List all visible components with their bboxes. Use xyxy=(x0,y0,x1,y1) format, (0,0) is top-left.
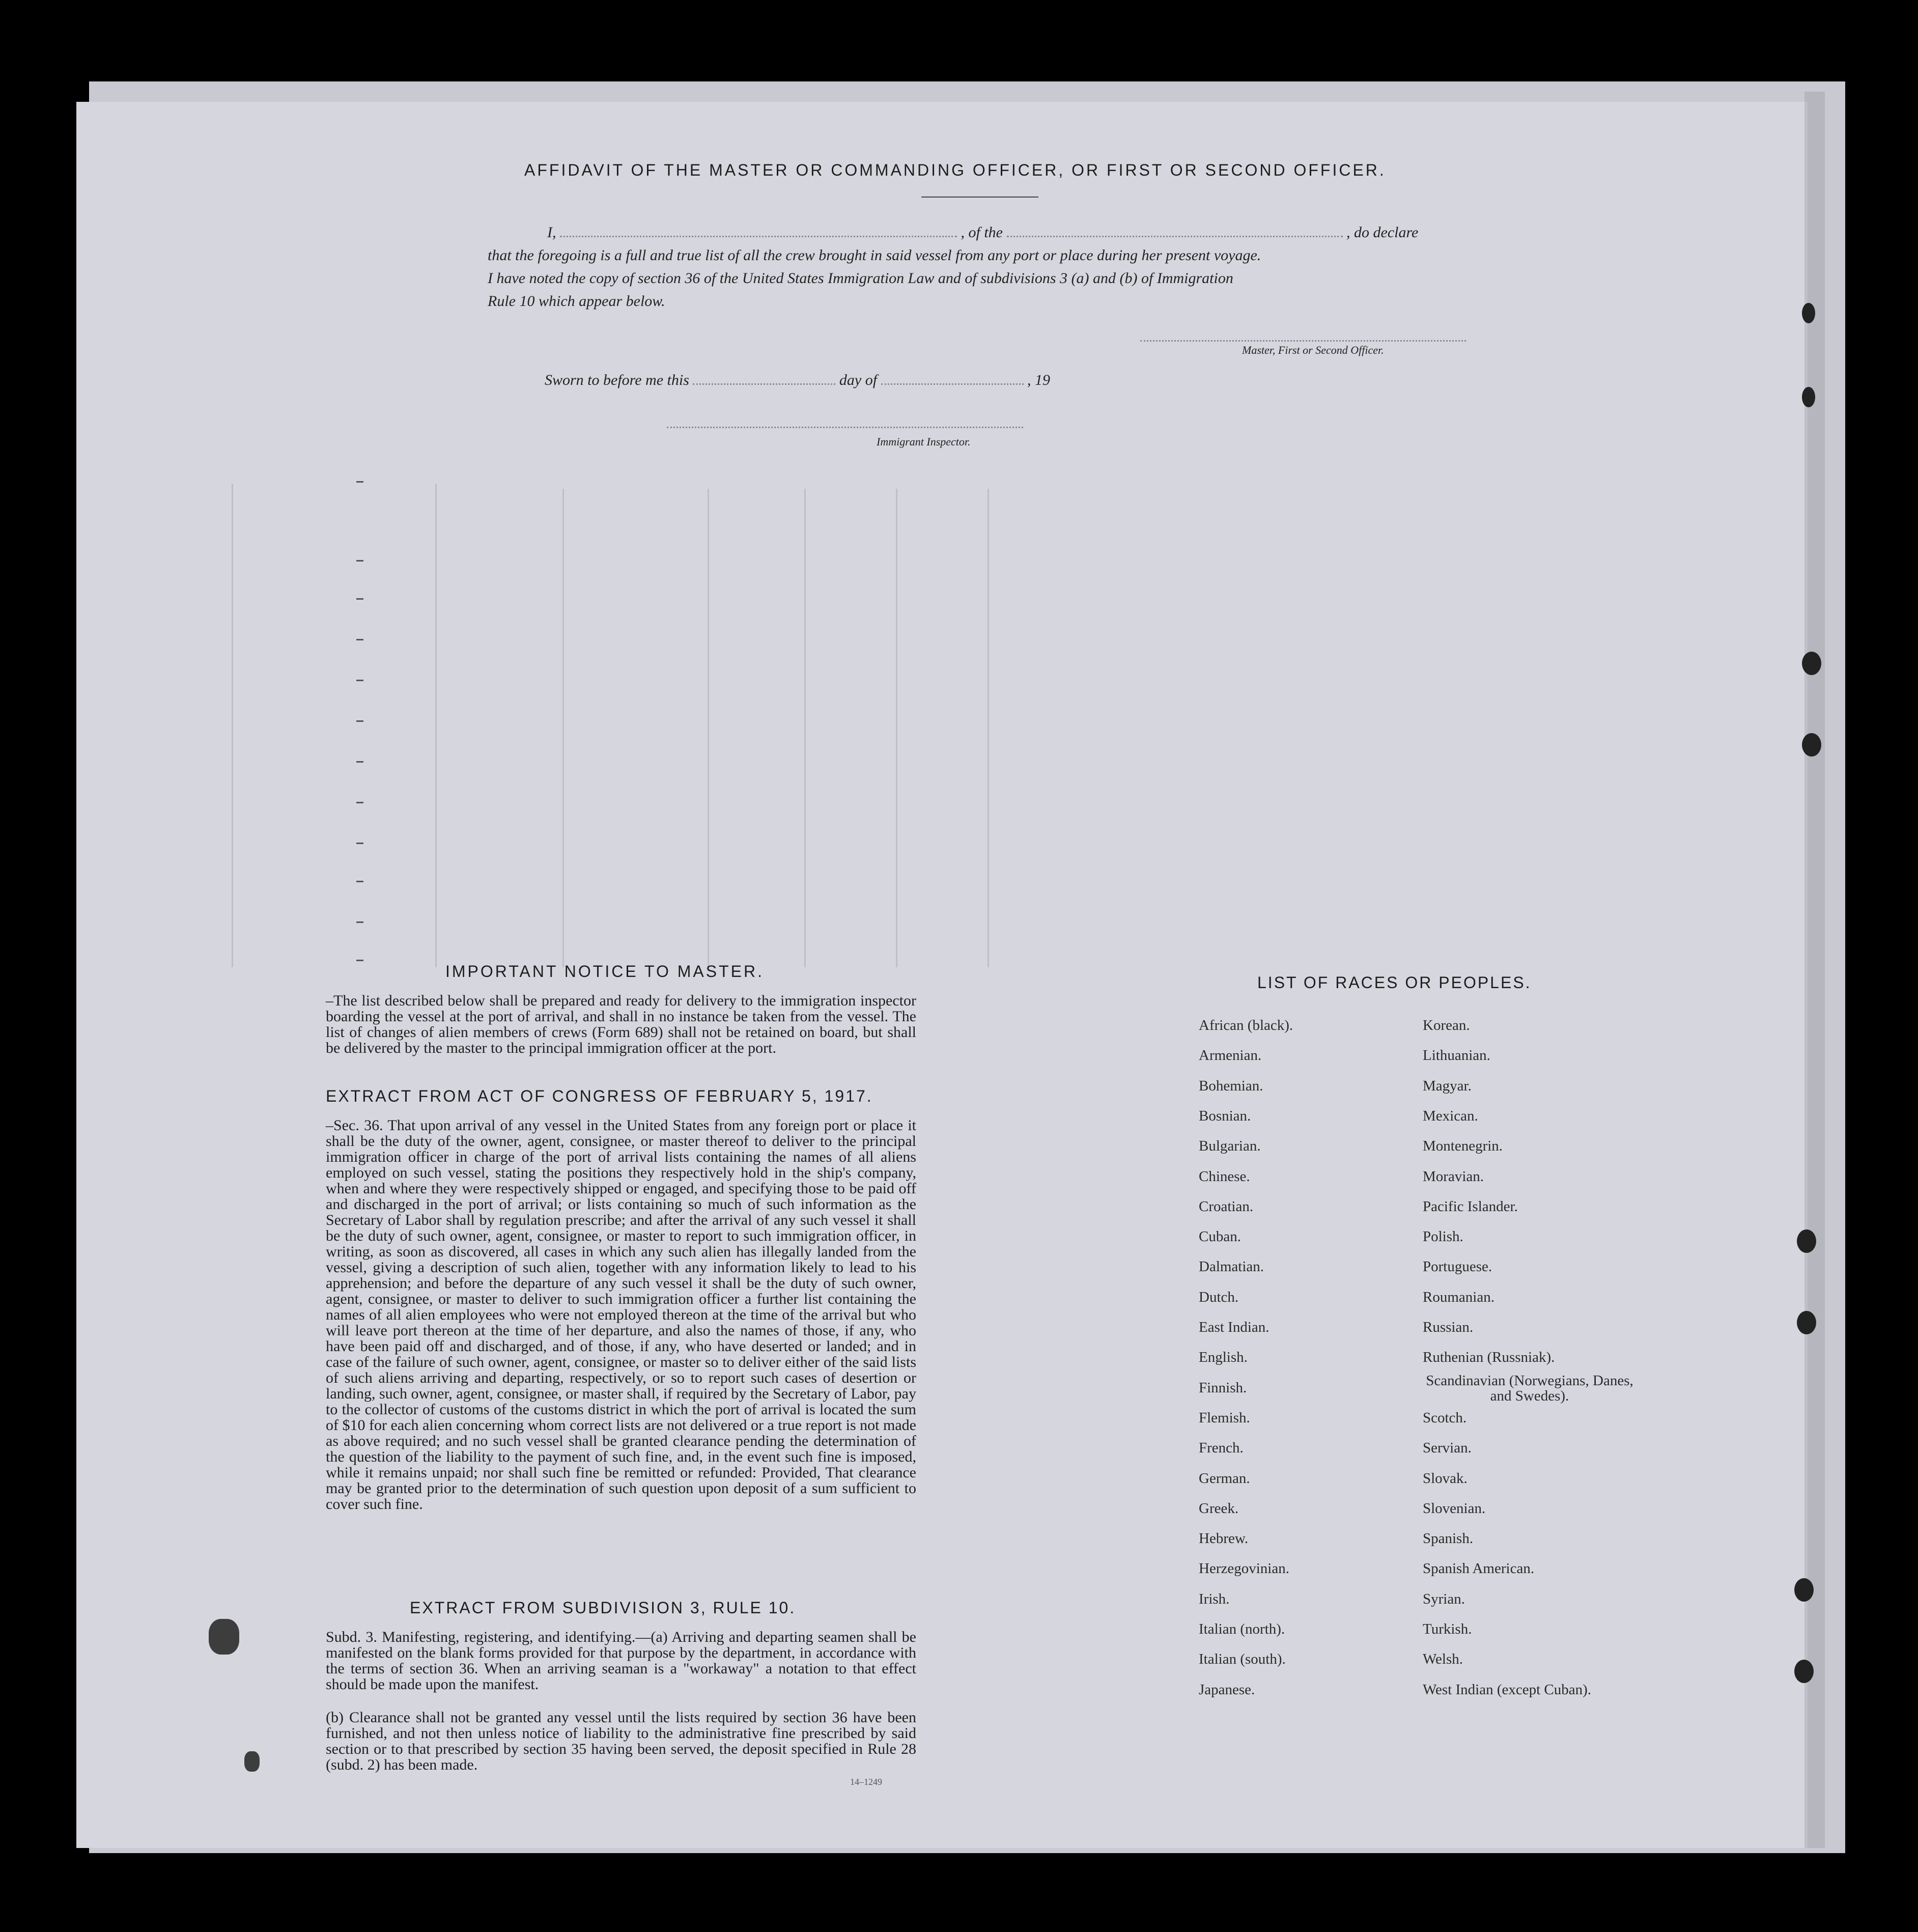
race-item: German. xyxy=(1199,1470,1250,1487)
race-item: Montenegrin. xyxy=(1423,1138,1503,1155)
inspector-label: Immigrant Inspector. xyxy=(877,435,971,448)
race-item: Irish. xyxy=(1199,1590,1230,1607)
sworn-month-field[interactable] xyxy=(881,383,1024,385)
signature-label: Master, First or Second Officer. xyxy=(1242,344,1384,356)
race-item: Japanese. xyxy=(1199,1681,1255,1698)
notice-title: IMPORTANT NOTICE TO MASTER. xyxy=(445,962,764,981)
rule-text-b: (b) Clearance shall not be granted any vessel until the lists required by section 36 have been furnished, and not then unless notice of liability to the administrative fine prescribed by said section or to that prescribed by section 35 having been served, the deposit specified in Rule 28 (subd. 2) has been made. xyxy=(326,1709,916,1773)
race-item: African (black). xyxy=(1199,1017,1293,1033)
affidavit-line2: that the foregoing is a full and true list of all the crew brought in said vessel from any port or place during her present voyage. xyxy=(488,247,1261,264)
race-item: Scandinavian (Norwegians, Danes, and Swedes). xyxy=(1426,1372,1633,1404)
race-item: Spanish. xyxy=(1423,1530,1474,1547)
margin-tick xyxy=(356,639,363,640)
punch-hole xyxy=(1802,387,1815,407)
punch-hole xyxy=(1797,1229,1816,1253)
race-item: Dalmatian. xyxy=(1199,1258,1264,1275)
margin-tick xyxy=(356,598,363,600)
bleed-through-rule xyxy=(562,489,564,967)
race-item: Pacific Islander. xyxy=(1423,1198,1518,1215)
act-text: –Sec. 36. That upon arrival of any vessel in the United States from any foreign port or place it shall be the duty of the owner, agent, consignee, or master thereof to deliver to the principal immigration officer in charge of the port of arrival lists containing the names of all aliens employed on such vessel, stating the positions they respectively hold in the ship's company, when and where they were respectively shipped or engaged, and specifying those to be paid off and discharged in the port of arrival; or lists containing so much of such information as the Secretary of Labor shall by regulation prescribe; and after the arrival of any such vessel it shall be the duty of such owner, agent, consignee, or master to report to such immigration officer, in writing, as soon as discovered, all cases in which any such alien has illegally landed from the vessel, giving a description of such alien, together with any information likely to lead to his apprehension; and before the departure of any such vessel it shall be the duty of such owner, agent, consignee, or master to deliver to such immigration officer a further list containing the names of all alien employees who were not employed thereon at the time of the arrival but who will leave port thereon at the time of her departure, and also the names of those, if any, who have been paid off and discharged, and of those, if any, who have deserted or landed; and in case of the failure of such owner, agent, consignee, or master so to deliver either of the said lists of such aliens arriving and departing, respectively, or so to report such cases of desertion or landing, such owner, agent, consignee, or master shall, if required by the Secretary of Labor, pay to the collector of customs of the customs district in which the port of arrival is located the sum of $10 for each alien concerning whom correct lists are not delivered or a true report is not made as above required; and no such vessel shall be granted clearance pending the determination of the question of the liability to the payment of such fine, and, in the event such fine is imposed, while it remains unpaid; nor shall such fine be remitted or refunded: Provided, That clearance may be granted prior to the determination of such question upon deposit of a sum sufficient to cover such fine. xyxy=(326,1117,916,1513)
race-item: Magyar. xyxy=(1423,1077,1472,1094)
race-item: East Indian. xyxy=(1199,1319,1270,1335)
margin-tick xyxy=(356,720,363,722)
ink-smudge xyxy=(244,1751,260,1772)
rule-text-a: Subd. 3. Manifesting, registering, and identifying.—(a) Arriving and departing seamen shall be manifested on the blank forms provided for that purpose by the department, in accordance with the terms of section 36. When an arriving seaman is a "workaway" a notation to that effect should be made upon the manifest. xyxy=(326,1629,916,1693)
sworn-line xyxy=(545,372,1050,389)
race-item: Croatian. xyxy=(1199,1198,1254,1215)
rule-title: EXTRACT FROM SUBDIVISION 3, RULE 10. xyxy=(410,1599,796,1617)
race-item: Finnish. xyxy=(1199,1379,1247,1396)
margin-tick xyxy=(356,921,363,923)
race-item: Armenian. xyxy=(1199,1047,1262,1064)
race-item: English. xyxy=(1199,1349,1248,1366)
race-item: Bohemian. xyxy=(1199,1077,1263,1094)
margin-tick xyxy=(356,560,363,562)
race-item: Polish. xyxy=(1423,1228,1463,1245)
race-item: Korean. xyxy=(1423,1017,1470,1033)
race-item: Spanish American. xyxy=(1423,1560,1535,1577)
year-label: , 19 xyxy=(1027,372,1051,388)
punch-hole xyxy=(1794,1578,1814,1602)
race-item: Bulgarian. xyxy=(1199,1138,1261,1155)
punch-hole xyxy=(1794,1660,1814,1683)
bleed-through-rule xyxy=(232,484,233,967)
day-of-label: day of xyxy=(839,372,878,388)
margin-tick xyxy=(356,680,363,681)
bleed-through-rule xyxy=(896,489,897,967)
race-item: Servian. xyxy=(1423,1440,1472,1457)
race-item: Cuban. xyxy=(1199,1228,1241,1245)
bleed-through-rule xyxy=(804,489,806,967)
race-item: Moravian. xyxy=(1423,1168,1484,1185)
act-title: EXTRACT FROM ACT OF CONGRESS OF FEBRUARY 5, 1917. xyxy=(326,1087,873,1105)
margin-tick xyxy=(356,761,363,763)
punch-hole xyxy=(1797,1311,1816,1334)
vessel-field[interactable] xyxy=(1007,236,1343,237)
margin-tick xyxy=(356,960,363,961)
race-item: Chinese. xyxy=(1199,1168,1250,1185)
bleed-through-rule xyxy=(708,489,709,967)
race-item: Flemish. xyxy=(1199,1409,1250,1426)
punch-hole xyxy=(1802,652,1821,675)
document-page xyxy=(76,102,1808,1848)
race-item: Welsh. xyxy=(1423,1651,1463,1668)
name-field[interactable] xyxy=(560,236,957,237)
declare-label: , do declare xyxy=(1346,224,1419,241)
punch-hole xyxy=(1802,733,1821,757)
race-item: French. xyxy=(1199,1440,1244,1457)
form-number: 14–1249 xyxy=(850,1777,882,1787)
race-item: Ruthenian (Russniak). xyxy=(1423,1349,1555,1366)
sworn-label: Sworn to before me this xyxy=(545,372,689,388)
punch-hole xyxy=(1802,303,1815,323)
of-the-label: , of the xyxy=(961,224,1003,241)
ink-smudge xyxy=(209,1619,239,1655)
race-item: Slovenian. xyxy=(1423,1500,1486,1517)
margin-tick xyxy=(356,481,363,483)
margin-tick xyxy=(356,881,363,882)
race-item: Roumanian. xyxy=(1423,1289,1494,1305)
race-item: Portuguese. xyxy=(1423,1258,1492,1275)
sworn-day-field[interactable] xyxy=(693,383,835,385)
race-item: Turkish. xyxy=(1423,1621,1472,1637)
title-rule xyxy=(921,197,1038,198)
race-item: Dutch. xyxy=(1199,1289,1239,1305)
race-item: Herzegovinian. xyxy=(1199,1560,1289,1577)
margin-tick xyxy=(356,843,363,844)
notice-text: –The list described below shall be prepared and ready for delivery to the immigration inspector boarding the vessel at the port of arrival, and shall in no instance be taken from the vessel. The list of changes of alien members of crews (Form 689) shall not be retained on board, but shall be delivered by the master to the principal immigration officer at the port. xyxy=(326,992,916,1056)
race-item: Russian. xyxy=(1423,1319,1474,1335)
race-item: West Indian (except Cuban). xyxy=(1423,1681,1592,1698)
race-item: Scotch. xyxy=(1423,1409,1467,1426)
affidavit-line1 xyxy=(547,224,1469,241)
inspector-signature-field[interactable] xyxy=(667,427,1023,428)
race-item: Hebrew. xyxy=(1199,1530,1249,1547)
race-item: Slovak. xyxy=(1423,1470,1468,1487)
race-item: Bosnian. xyxy=(1199,1107,1251,1124)
race-item: Italian (south). xyxy=(1199,1651,1286,1668)
race-item: Italian (north). xyxy=(1199,1621,1285,1637)
affidavit-line4: Rule 10 which appear below. xyxy=(488,293,665,310)
race-item: Syrian. xyxy=(1423,1590,1465,1607)
bleed-through-rule xyxy=(435,484,437,967)
affidavit-line3: I have noted the copy of section 36 of the United States Immigration Law and of subdivisions 3 (a) and (b) of Immigration xyxy=(488,270,1233,287)
i-label: I, xyxy=(547,224,556,241)
signature-field[interactable] xyxy=(1140,340,1466,342)
races-title: LIST OF RACES OR PEOPLES. xyxy=(1257,973,1532,992)
bleed-through-rule xyxy=(988,489,989,967)
margin-tick xyxy=(356,802,363,803)
race-item: Lithuanian. xyxy=(1423,1047,1490,1064)
affidavit-title: AFFIDAVIT OF THE MASTER OR COMMANDING OFFICER, OR FIRST OR SECOND OFFICER. xyxy=(524,161,1386,179)
race-item: Greek. xyxy=(1199,1500,1239,1517)
race-item: Mexican. xyxy=(1423,1107,1478,1124)
